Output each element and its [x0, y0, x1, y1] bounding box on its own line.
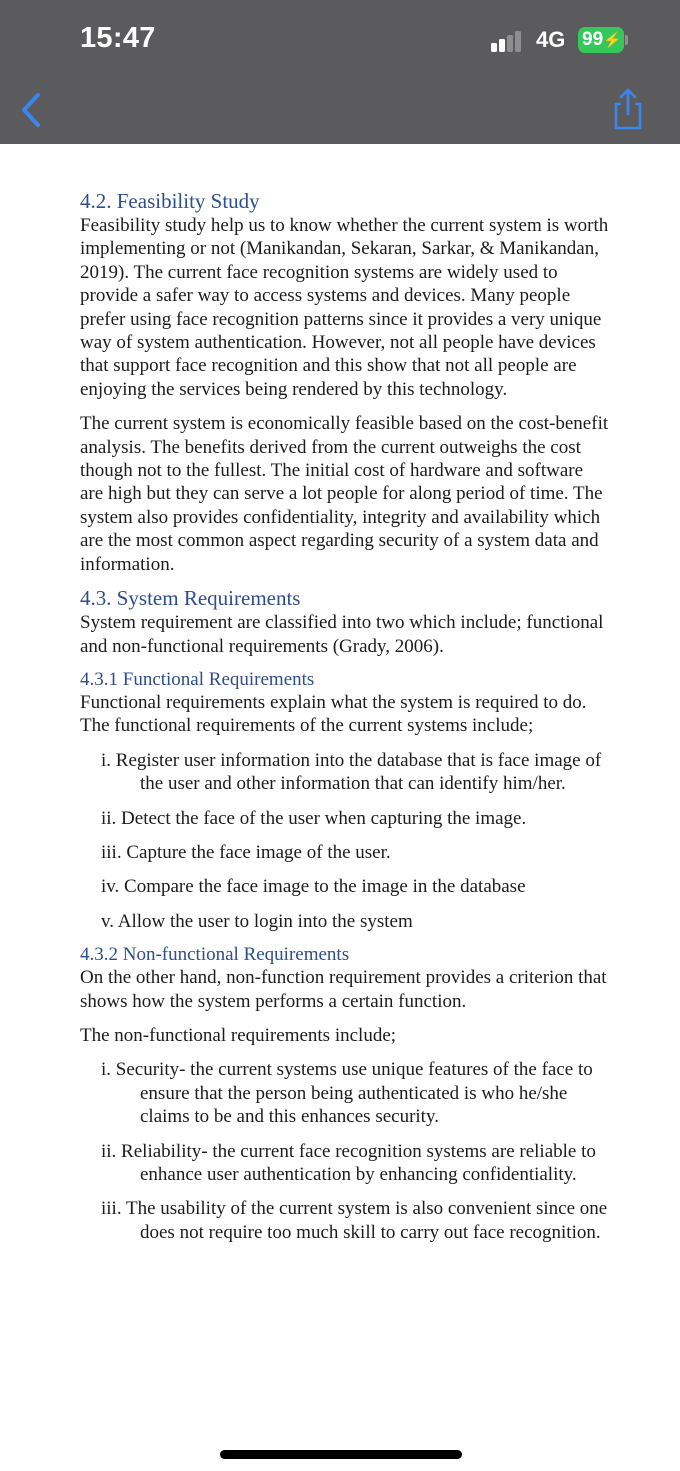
heading-functional-requirements: 4.3.1 Functional Requirements — [80, 668, 315, 690]
share-icon — [606, 86, 650, 132]
functional-requirements-list — [80, 749, 610, 933]
non-functional-requirements-list — [80, 1058, 610, 1244]
paragraph-system-requirements: System requirement are classified into two which include; functional and non-functional requirements (Grady, 2006). — [80, 612, 604, 657]
heading-feasibility-study: 4.2. Feasibility Study — [80, 189, 260, 213]
list-item: ii. Reliability- the current face recognition systems are reliable to enhance user authentication by enhancing confidentiality. — [101, 1140, 596, 1185]
paragraph-non-functional-1: On the other hand, non-function requirement provides a criterion that shows how the system performs a certain function. — [80, 967, 607, 1012]
list-item: iii. The usability of the current system is also convenient since one does not require too much skill to carry out face recognition. — [101, 1198, 608, 1243]
paragraph-feasibility-2: The current system is economically feasible based on the cost-benefit analysis. The benefits derived from the current outweighs the cost though not to the fullest. The initial cost of hardware and software are high but they can serve a lot people for along period of time. The system also provides confidentiality, integrity and availability which are the most common aspect regarding security of a system data and information. — [80, 413, 609, 575]
battery-level: 99 — [582, 29, 604, 50]
paragraph-non-functional-2: The non-functional requirements include; — [80, 1024, 397, 1046]
chevron-left-icon — [14, 90, 48, 130]
battery-cap-icon — [625, 35, 628, 45]
heading-non-functional-requirements: 4.3.2 Non-functional Requirements — [80, 944, 350, 966]
network-type: 4G — [536, 27, 566, 52]
cellular-signal-icon — [491, 30, 525, 52]
document-page — [80, 189, 610, 1244]
list-item: iii. Capture the face image of the user. — [101, 841, 391, 863]
top-bar — [0, 0, 680, 144]
charging-bolt-icon: ⚡ — [603, 32, 622, 49]
list-item: i. Register user information into the database that is face image of the user and other information that can identify him/her. — [101, 749, 602, 795]
back-button[interactable] — [14, 90, 48, 130]
list-item: iv. Compare the face image to the image in the database — [101, 876, 526, 898]
list-item: i. Security- the current systems use unique features of the face to ensure that the person being authenticated is who he/she claims to be and this enhances security. — [101, 1059, 593, 1128]
list-item: ii. Detect the face of the user when capturing the image. — [101, 807, 527, 829]
status-time: 15:47 — [80, 22, 156, 54]
share-button[interactable] — [606, 86, 650, 132]
battery-icon — [578, 27, 624, 53]
home-indicator[interactable] — [220, 1450, 462, 1459]
paragraph-feasibility-1: Feasibility study help us to know whether the current system is worth implementing or not (Manikandan, Sekaran, Sarkar, & Manikandan, 2019). The current face recognition systems are widely used to provide a safer way to access systems and devices. Many people prefer using face recognition patterns since it provides a very unique way of system authentication. However, not all people have devices that support face recognition and this show that not all people are enjoying the services being rendered by this technology. — [80, 215, 609, 400]
paragraph-functional-requirements: Functional requirements explain what the system is required to do. The functional requirements of the current systems include; — [80, 691, 587, 737]
list-item: v. Allow the user to login into the system — [101, 910, 413, 932]
heading-system-requirements: 4.3. System Requirements — [80, 586, 301, 611]
